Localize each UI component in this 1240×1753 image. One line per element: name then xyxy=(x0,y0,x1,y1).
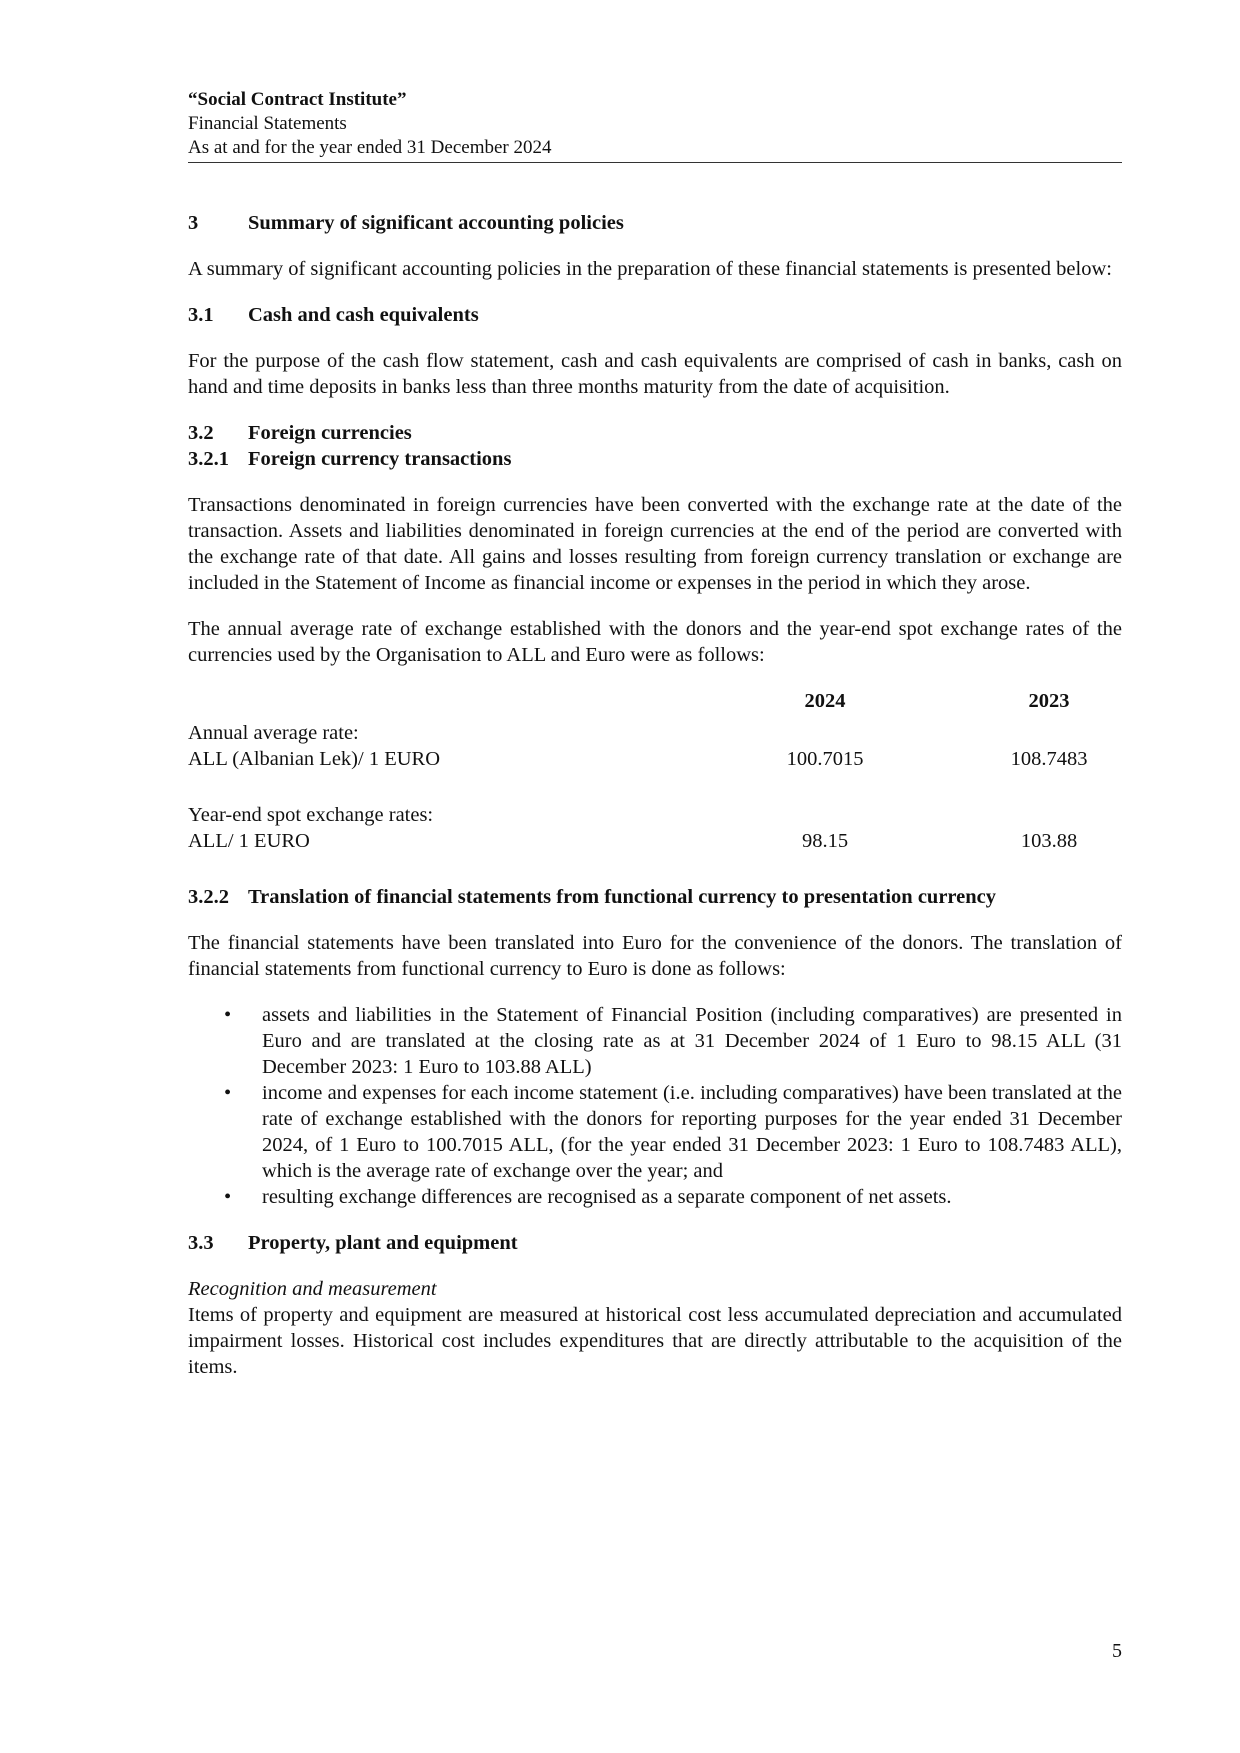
column-header-2024: 2024 xyxy=(804,690,846,712)
table-header-row xyxy=(188,688,1122,714)
organization-name: “Social Contract Institute” xyxy=(188,89,407,110)
page-number: 5 xyxy=(1112,1640,1122,1662)
exchange-rates-table xyxy=(188,688,1122,854)
cell-value: 108.7483 xyxy=(1010,748,1088,770)
cell-value: 100.7015 xyxy=(786,748,864,770)
section-number: 3.3 xyxy=(188,1232,214,1254)
document-title: Financial Statements xyxy=(188,113,347,134)
section-number: 3.2.1 xyxy=(188,448,229,470)
section-3-2-1-paragraph-2: The annual average rate of exchange established with the donors and the year-end spot exchange rates of the currencies used by the Organisation to ALL and Euro were as follows: xyxy=(188,618,1122,666)
section-title: Translation of financial statements from functional currency to presentation currency xyxy=(248,886,996,908)
group-label: Annual average rate: xyxy=(188,722,359,744)
document-body xyxy=(188,210,1122,1380)
group-label: Year-end spot exchange rates: xyxy=(188,804,434,826)
table-row xyxy=(188,746,1122,772)
section-3-2-1-heading xyxy=(188,446,1122,472)
section-3-1-text: For the purpose of the cash flow statement, cash and cash equivalents are comprised of cash in banks, cash on hand and time deposits in banks less than three months maturity from the date of acquisition. xyxy=(188,350,1122,398)
list-item: • income and expenses for each income statement (i.e. including comparatives) have been translated at the rate of exchange established with the donors for reporting purposes for the year ended 31 December 2024, of 1 Euro to 100.7015 ALL, (for the year ended 31 December 2023: 1 Euro to 108.7483 ALL), which is the average rate of exchange over the year; and xyxy=(188,1080,1122,1184)
list-item: • assets and liabilities in the Statement of Financial Position (including comparatives) are presented in Euro and are translated at the closing rate as at 31 December 2024 of 1 Euro to 98.15 ALL (31 December 2023: 1 Euro to 103.88 ALL) xyxy=(188,1002,1122,1080)
cell-value: 103.88 xyxy=(1020,830,1078,852)
section-3-2-2-text: The financial statements have been translated into Euro for the convenience of the donors. The translation of financial statements from functional currency to Euro is done as follows: xyxy=(188,932,1122,980)
section-3-3-text: Items of property and equipment are measured at historical cost less accumulated depreciation and accumulated impairment losses. Historical cost includes expenditures that are directly attributable to the acquisition of the items. xyxy=(188,1304,1122,1378)
cell-value: 98.15 xyxy=(801,830,849,852)
section-number: 3.1 xyxy=(188,304,214,326)
section-title: Foreign currency transactions xyxy=(248,448,512,470)
section-3-2-2-heading xyxy=(188,884,1122,910)
table-group-label xyxy=(188,802,1122,828)
section-number: 3.2 xyxy=(188,422,214,444)
section-number: 3 xyxy=(188,212,199,234)
reporting-period: As at and for the year ended 31 December 2024 xyxy=(188,137,552,158)
section-3-heading xyxy=(188,210,1122,236)
section-3-3-heading xyxy=(188,1230,1122,1256)
section-title: Cash and cash equivalents xyxy=(248,304,479,326)
row-label: ALL/ 1 EURO xyxy=(188,830,310,852)
table-group-label xyxy=(188,720,1122,746)
row-label: ALL (Albanian Lek)/ 1 EURO xyxy=(188,748,441,770)
section-3-2-1-paragraph-1: Transactions denominated in foreign currencies have been converted with the exchange rate at the date of the transaction. Assets and liabilities denominated in foreign currencies at the end of the period are converted with the exchange rate of that date. All gains and losses resulting from foreign currency translation or exchange are included in the Statement of Income as financial income or expenses in the period in which they arose. xyxy=(188,494,1122,594)
section-3-intro: A summary of significant accounting policies in the preparation of these financial statements is presented below: xyxy=(188,258,1112,280)
subheading-recognition: Recognition and measurement xyxy=(188,1278,437,1300)
section-number: 3.2.2 xyxy=(188,886,229,908)
section-title: Property, plant and equipment xyxy=(248,1232,518,1254)
list-item: • resulting exchange differences are recognised as a separate component of net assets. xyxy=(188,1184,1122,1210)
page-header xyxy=(188,88,1122,163)
section-title: Foreign currencies xyxy=(248,422,412,444)
translation-rules-list xyxy=(188,1002,1122,1210)
section-3-2-heading xyxy=(188,420,1122,446)
section-title: Summary of significant accounting policies xyxy=(248,212,624,234)
column-header-2023: 2023 xyxy=(1028,690,1070,712)
table-row xyxy=(188,828,1122,854)
section-3-1-heading xyxy=(188,302,1122,328)
